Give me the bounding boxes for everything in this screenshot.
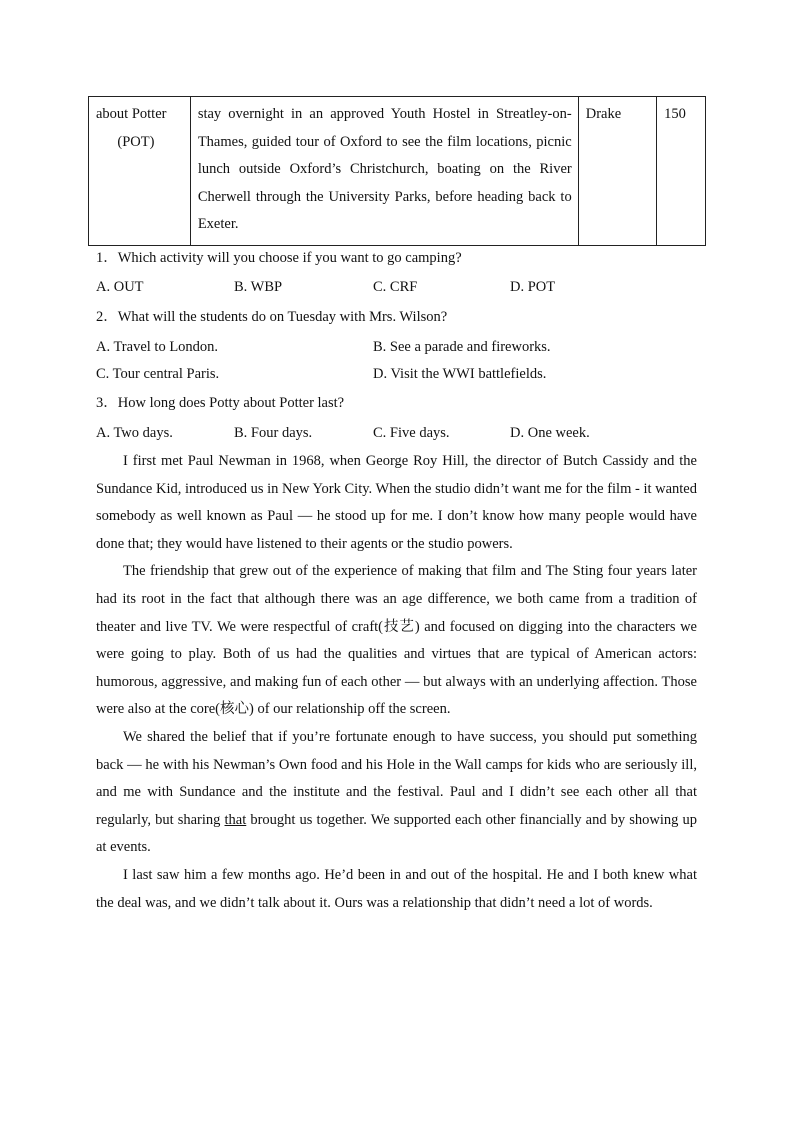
passage-paragraph-1: I first met Paul Newman in 1968, when George Roy Hill, the director of Butch Cassidy and the Sundance Kid, introduced us in New York City. When the studio didn’t want me for the film - it wanted somebody as well known as Paul — he stood up for me. I don’t know how many people would have done that; they would have listened to their agents or the studio powers. xyxy=(96,453,697,552)
question-3-option-d: D. One week. xyxy=(510,425,590,441)
question-2-option-b: B. See a parade and fireworks. xyxy=(373,339,551,355)
cost-cell: 150 xyxy=(657,97,706,246)
passage-paragraph-4: I last saw him a few months ago. He’d been in and out of the hospital. He and I both knew what the deal was, and we didn’t talk about it. Ours was a relationship that didn’t need a lot of words. xyxy=(96,866,697,911)
question-1-option-b: B. WBP xyxy=(234,279,283,295)
table-row xyxy=(89,97,706,246)
itinerary-table xyxy=(88,96,706,246)
activity-cell xyxy=(89,97,191,246)
question-2-option-a: A. Travel to London. xyxy=(96,339,219,355)
question-3-option-b: B. Four days. xyxy=(234,425,313,441)
description-cell: stay overnight in an approved Youth Hostel in Streatley-on-Thames, guided tour of Oxford to see the film locations, picnic lunch outside Oxford’s Christchurch, boating on the River Cherwell through the University Parks, before heading back to Exeter. xyxy=(190,97,578,246)
reading-passage xyxy=(96,448,697,917)
question-3-option-a: A. Two days. xyxy=(96,425,173,441)
passage-paragraph-2: The friendship that grew out of the experience of making that film and The Sting four years later had its root in the fact that although there was an age difference, we both came from a tradition of theater and live TV. We were respectful of craft(技艺) and focused on digging into the characters we were going to play. Both of us had the qualities and virtues that are typical of American actors: humorous, aggressive, and making fun of each other — but always with an underlying affection. Those were also at the core(核心) of our relationship off the screen. xyxy=(96,563,697,718)
paragraph-3-text-before: We shared the belief that if you’re fortunate enough to have success, you should put something back — he with his Newman’s Own food and his Hole in the Wall camps for kids who are seriously ill, and me with Sundance and the institute and the festival. Paul and I didn’t see each other all that regularly, but sharing xyxy=(96,728,697,828)
question-3-option-c: C. Five days. xyxy=(373,425,450,441)
question-3-stem: 3．How long does Potty about Potter last? xyxy=(96,395,345,411)
question-1-option-a: A. OUT xyxy=(96,279,144,295)
question-1-option-d: D. POT xyxy=(510,279,556,295)
teacher-cell: Drake xyxy=(578,97,656,246)
question-1-option-c: C. CRF xyxy=(373,279,418,295)
question-2-option-d: D. Visit the WWI battlefields. xyxy=(373,366,547,382)
underlined-word: that xyxy=(224,811,247,828)
question-2-stem: 2．What will the students do on Tuesday with Mrs. Wilson? xyxy=(96,309,448,325)
activity-code: (POT) xyxy=(117,133,155,150)
passage-paragraph-3 xyxy=(96,724,697,862)
paragraph-3-text-after: brought us together. We supported each other financially and by showing up at events. xyxy=(96,811,697,856)
question-1-stem: 1．Which activity will you choose if you want to go camping? xyxy=(96,250,462,266)
question-2-option-c: C. Tour central Paris. xyxy=(96,366,220,382)
activity-name: about Potter xyxy=(96,106,167,122)
